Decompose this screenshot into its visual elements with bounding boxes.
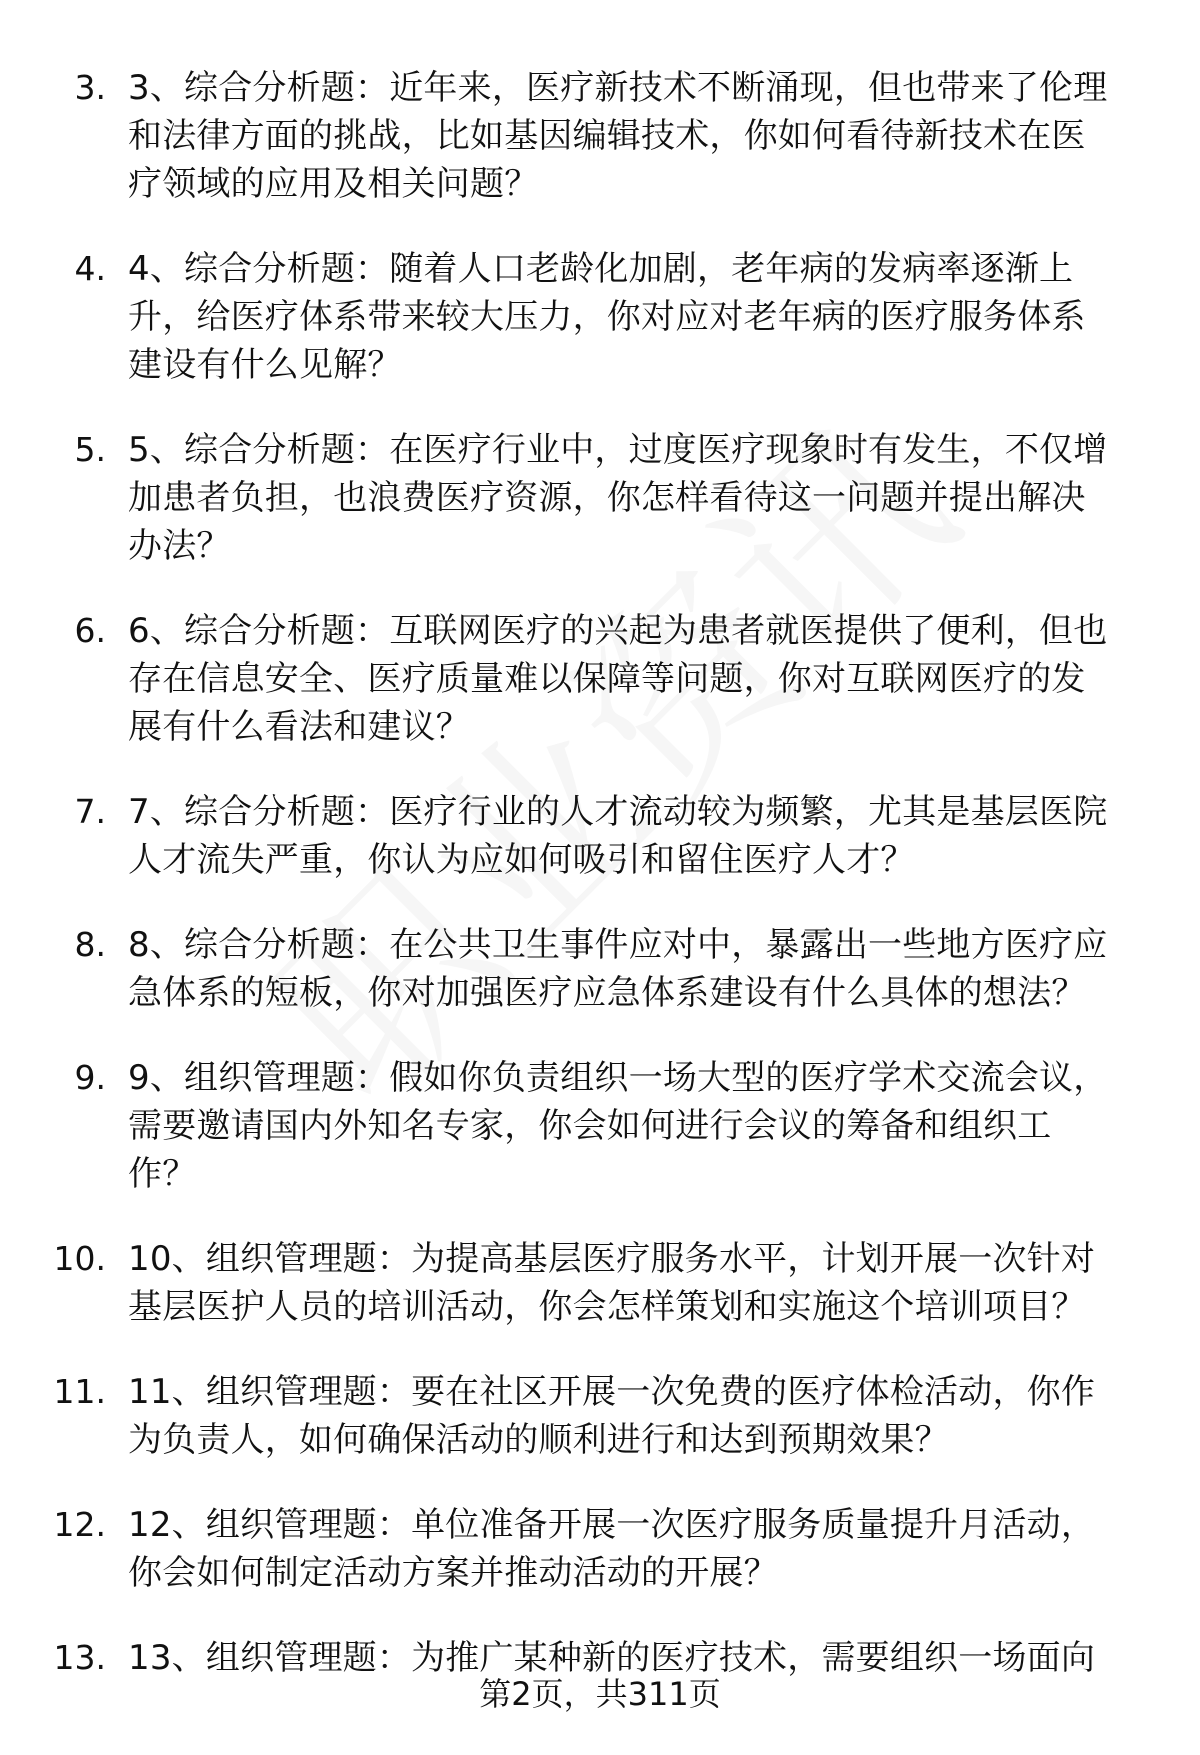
text-line: 10、组织管理题：为提高基层医疗服务水平，计划开展一次针对 [128, 1239, 1096, 1279]
list-item [0, 1368, 1200, 1464]
question-text [128, 245, 1200, 389]
item-number: 7. [74, 792, 106, 831]
item-number: 3. [74, 68, 106, 107]
text-line: 4、综合分析题：随着人口老龄化加剧，老年病的发病率逐渐上 [128, 249, 1074, 289]
text-line: 需要邀请国内外知名专家，你会如何进行会议的筹备和组织工 [128, 1106, 1052, 1146]
list-item [0, 607, 1200, 751]
list-item [0, 788, 1200, 884]
question-text [128, 1235, 1200, 1331]
text-line: 急体系的短板，你对加强医疗应急体系建设有什么具体的想法？ [128, 973, 1086, 1013]
item-number: 13. [53, 1638, 106, 1677]
text-line: 办法？ [128, 526, 231, 566]
question-text [128, 607, 1200, 751]
question-list [0, 64, 1200, 1719]
item-number: 5. [74, 430, 106, 469]
text-line: 基层医护人员的培训活动，你会怎样策划和实施这个培训项目？ [128, 1287, 1086, 1327]
text-line: 和法律方面的挑战，比如基因编辑技术，你如何看待新技术在医 [128, 116, 1086, 156]
item-number: 12. [53, 1505, 106, 1544]
item-number: 4. [74, 249, 106, 288]
question-text [128, 426, 1200, 570]
text-line: 5、综合分析题：在医疗行业中，过度医疗现象时有发生，不仅增 [128, 430, 1108, 470]
question-text [128, 1054, 1200, 1198]
text-line: 加患者负担，也浪费医疗资源，你怎样看待这一问题并提出解决 [128, 478, 1086, 518]
list-item [0, 921, 1200, 1017]
text-line: 9、组织管理题：假如你负责组织一场大型的医疗学术交流会议， [128, 1058, 1108, 1098]
question-text [128, 1368, 1200, 1464]
question-text [128, 921, 1200, 1017]
text-line: 存在信息安全、医疗质量难以保障等问题，你对互联网医疗的发 [128, 659, 1086, 699]
list-item [0, 245, 1200, 389]
text-line: 11、组织管理题：要在社区开展一次免费的医疗体检活动，你作 [128, 1372, 1096, 1412]
text-line: 12、组织管理题：单位准备开展一次医疗服务质量提升月活动， [128, 1505, 1096, 1545]
text-line: 作？ [128, 1154, 197, 1194]
text-line: 你会如何制定活动方案并推动活动的开展？ [128, 1553, 778, 1593]
page-footer: 第2页，共311页 [479, 1675, 721, 1713]
text-line: 13、组织管理题：为推广某种新的医疗技术，需要组织一场面向 [128, 1638, 1096, 1678]
text-line: 建设有什么见解？ [128, 345, 402, 385]
item-number: 11. [53, 1372, 106, 1411]
item-number: 8. [74, 925, 106, 964]
list-item [0, 1235, 1200, 1331]
text-line: 为负责人，如何确保活动的顺利进行和达到预期效果？ [128, 1420, 949, 1460]
list-item [0, 1501, 1200, 1597]
text-line: 展有什么看法和建议？ [128, 707, 470, 747]
text-line: 6、综合分析题：互联网医疗的兴起为患者就医提供了便利，但也 [128, 611, 1108, 651]
text-line: 7、综合分析题：医疗行业的人才流动较为频繁，尤其是基层医院 [128, 792, 1108, 832]
text-line: 人才流失严重，你认为应如何吸引和留住医疗人才？ [128, 840, 915, 880]
question-text [128, 788, 1200, 884]
text-line: 疗领域的应用及相关问题？ [128, 164, 539, 204]
text-line: 3、综合分析题：近年来，医疗新技术不断涌现，但也带来了伦理 [128, 68, 1108, 108]
list-item [0, 426, 1200, 570]
text-line: 8、综合分析题：在公共卫生事件应对中，暴露出一些地方医疗应 [128, 925, 1108, 965]
text-line: 升，给医疗体系带来较大压力，你对应对老年病的医疗服务体系 [128, 297, 1086, 337]
item-number: 6. [74, 611, 106, 650]
item-number: 9. [74, 1058, 106, 1097]
question-text [128, 64, 1200, 208]
list-item [0, 1054, 1200, 1198]
item-number: 10. [53, 1239, 106, 1278]
question-text [128, 1501, 1200, 1597]
list-item [0, 64, 1200, 208]
